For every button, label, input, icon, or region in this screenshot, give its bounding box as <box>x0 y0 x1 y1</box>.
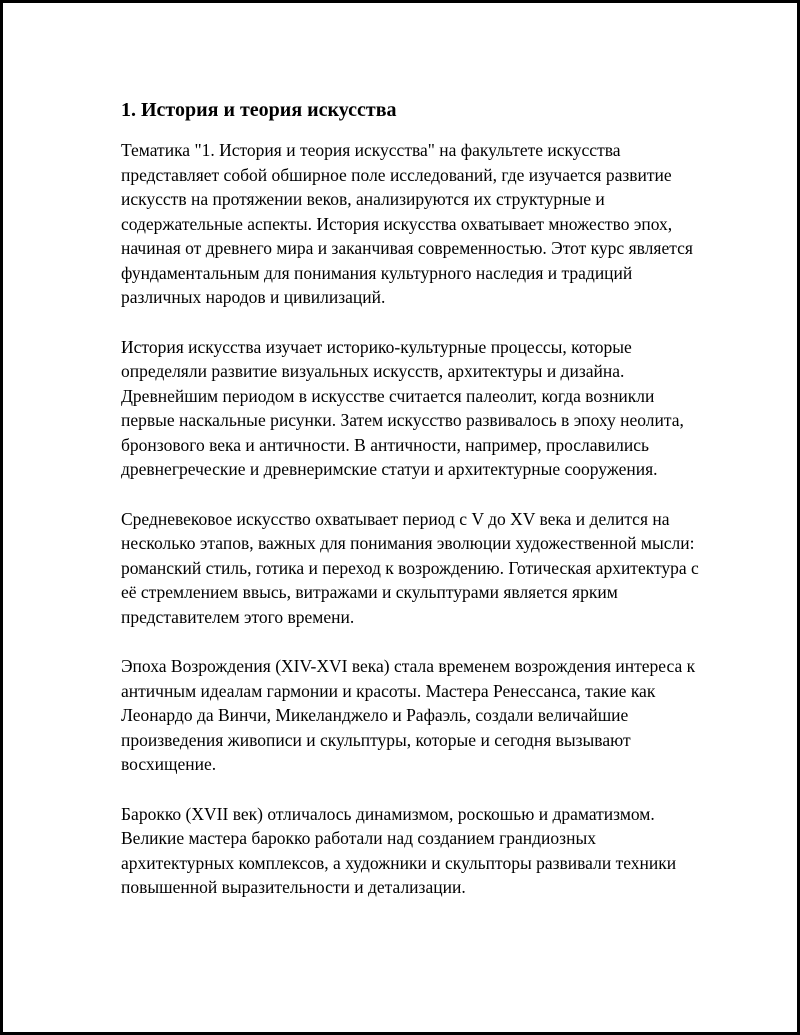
section-heading: 1. История и теория искусства <box>121 99 397 121</box>
paragraph-ancient-art: История искусства изучает историко-культурные процессы, которые определяли развитие визуальных искусств, архитектуры и дизайна. Древнейшим периодом в искусстве считается палеолит, когда возникли первые наскальные рисунки. Затем искусство развивалось в эпоху неолита, бронзового века и античности. В античности, например, прославились древнегреческие и древнеримские статуи и архитектурные сооружения. <box>121 336 684 479</box>
paragraph-renaissance: Эпоха Возрождения (XIV-XVI века) стала временем возрождения интереса к античным идеалам гармонии и красоты. Мастера Ренессанса, такие как Леонардо да Винчи, Микеланджело и Рафаэль, создали величайшие произведения живописи и скульптуры, которые и сегодня вызывают восхищение. <box>121 656 696 774</box>
page-content <box>121 95 701 900</box>
paragraph-baroque: Барокко (XVII век) отличалось динамизмом, роскошью и драматизмом. Великие мастера барокко работали над созданием грандиозных архитектурных комплексов, а художники и скульпторы развивали техники повышенной выразительности и детализации. <box>121 803 677 897</box>
paragraph-intro: Тематика "1. История и теория искусства" на факультете искусства представляет собой обширное поле исследований, где изучается развитие искусств на протяжении веков, анализируются их структурные и содержательные аспекты. История искусства охватывает множество эпох, начиная от древнего мира и заканчивая современностью. Этот курс является фундаментальным для понимания культурного наследия и традиций различных народов и цивилизаций. <box>121 140 693 307</box>
paragraph-medieval-art: Средневековое искусство охватывает период с V до XV века и делится на несколько этапов, важных для понимания эволюции художественной мысли: романский стиль, готика и переход к возрождению. Готическая архитектура с её стремлением ввысь, витражами и скульптурами является ярким представителем этого времени. <box>121 508 699 627</box>
